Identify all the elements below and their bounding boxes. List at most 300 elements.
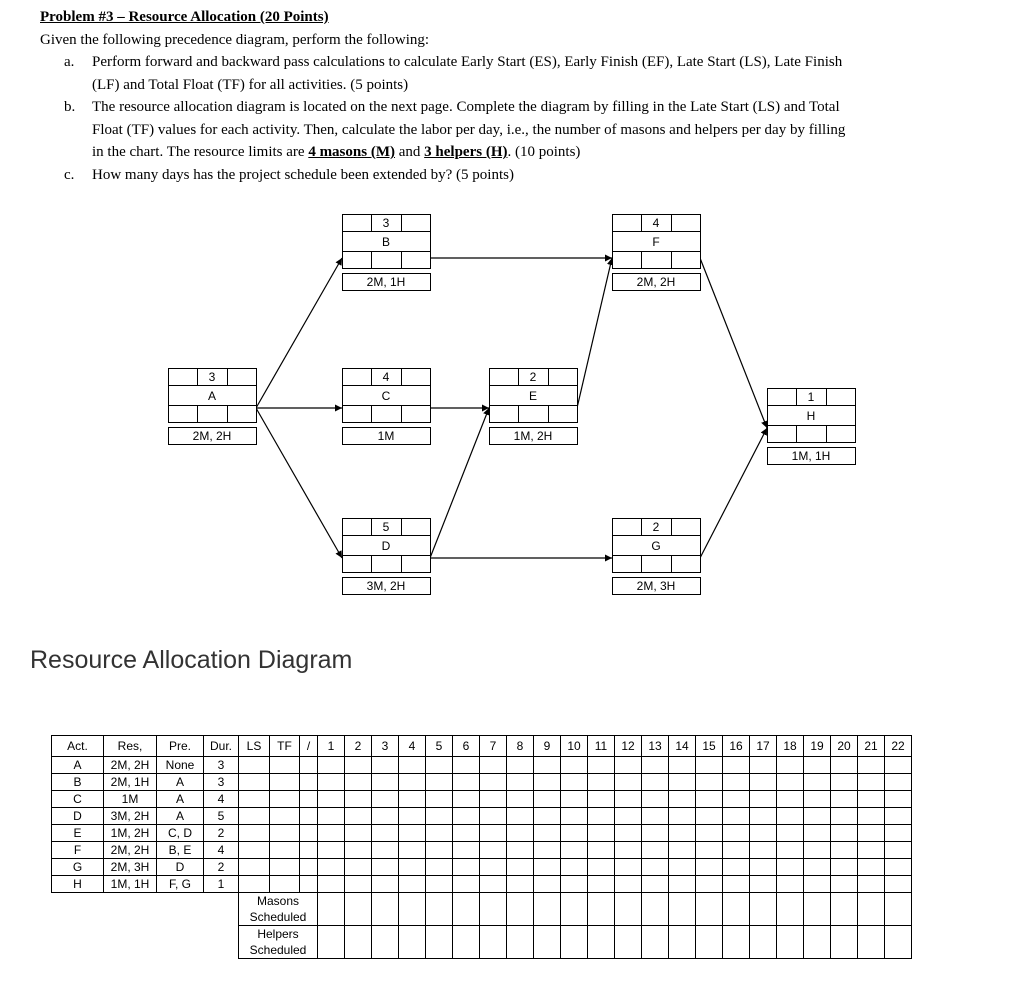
label-line: Masons [256, 894, 300, 908]
cell-slash [300, 876, 318, 893]
header-act: Act. [52, 736, 104, 757]
cell-day [345, 791, 372, 808]
activity-node-b [343, 215, 431, 291]
cell-day [642, 808, 669, 825]
cell-day [831, 791, 858, 808]
activity-node-c [343, 369, 431, 445]
cell-day [399, 791, 426, 808]
cell-masons-scheduled-day [696, 893, 723, 926]
cell-day [750, 774, 777, 791]
cell-act: B [52, 774, 104, 791]
cell-masons-scheduled-day [642, 893, 669, 926]
activity-resources: 2M, 1H [366, 275, 406, 289]
header-day: 8 [507, 736, 534, 757]
cell-res: 2M, 1H [104, 774, 157, 791]
cell-helpers-scheduled-day [669, 926, 696, 959]
cell-masons-scheduled-day [723, 893, 750, 926]
tf-cell [797, 426, 827, 443]
cell-day [777, 774, 804, 791]
cell-day [372, 757, 399, 774]
cell-pre: B, E [157, 842, 204, 859]
cell-masons-scheduled-day [318, 893, 345, 926]
activity-node-h [768, 389, 856, 465]
cell-tf [270, 774, 300, 791]
cell-masons-scheduled-day [345, 893, 372, 926]
cell-slash [300, 825, 318, 842]
cell-helpers-scheduled-day [858, 926, 885, 959]
activity-duration: 3 [208, 370, 216, 384]
item-label: c. [64, 166, 75, 183]
cell-day [399, 774, 426, 791]
header-day: 7 [480, 736, 507, 757]
cell-day [858, 859, 885, 876]
activity-node-d [343, 519, 431, 595]
ef-cell [402, 215, 431, 232]
helpers-scheduled-row [52, 926, 912, 959]
cell-day [831, 876, 858, 893]
cell-day [588, 859, 615, 876]
activity-id: C [381, 389, 391, 403]
cell-res: 1M, 2H [104, 825, 157, 842]
cell-act: E [52, 825, 104, 842]
cell-ls [239, 774, 270, 791]
activity-node-e [490, 369, 578, 445]
cell-day [318, 842, 345, 859]
cell-day [642, 876, 669, 893]
cell-day [480, 757, 507, 774]
helpers-scheduled-label [239, 926, 318, 959]
cell-day [453, 774, 480, 791]
cell-day [615, 842, 642, 859]
cell-day [777, 859, 804, 876]
arrow-d-e [430, 408, 489, 558]
label-line: Scheduled [249, 910, 307, 924]
cell-day [345, 757, 372, 774]
lf-cell [672, 252, 701, 269]
cell-day [480, 808, 507, 825]
tf-cell [372, 406, 402, 423]
rad-heading: Resource Allocation Diagram [30, 646, 353, 674]
activity-id: D [381, 539, 391, 553]
header-tf: TF [270, 736, 300, 757]
cell-day [858, 757, 885, 774]
lf-cell [827, 426, 856, 443]
cell-day [669, 808, 696, 825]
table-row [52, 859, 912, 876]
cell-day [777, 757, 804, 774]
activity-duration: 2 [529, 370, 537, 384]
cell-day [885, 757, 912, 774]
cell-day [696, 774, 723, 791]
arrow-a-d [256, 408, 342, 558]
cell-masons-scheduled-day [750, 893, 777, 926]
cell-day [669, 842, 696, 859]
cell-pre: D [157, 859, 204, 876]
cell-helpers-scheduled-day [696, 926, 723, 959]
cell-day [588, 842, 615, 859]
cell-ls [239, 859, 270, 876]
cell-pre: F, G [157, 876, 204, 893]
cell-day [615, 808, 642, 825]
cell-tf [270, 757, 300, 774]
cell-masons-scheduled-day [561, 893, 588, 926]
es-cell [343, 519, 372, 536]
cell-day [858, 774, 885, 791]
ls-cell [613, 556, 642, 573]
header-day: 18 [777, 736, 804, 757]
cell-day [426, 842, 453, 859]
ef-cell [549, 369, 578, 386]
cell-day [426, 859, 453, 876]
cell-masons-scheduled-day [399, 893, 426, 926]
cell-day [318, 859, 345, 876]
cell-helpers-scheduled-day [885, 926, 912, 959]
cell-day [642, 774, 669, 791]
activity-id: F [652, 235, 660, 249]
cell-helpers-scheduled-day [480, 926, 507, 959]
cell-day [885, 859, 912, 876]
table-row [52, 774, 912, 791]
cell-day [318, 757, 345, 774]
activity-duration: 5 [382, 520, 390, 534]
cell-res: 1M, 1H [104, 876, 157, 893]
es-cell [169, 369, 198, 386]
cell-masons-scheduled-day [615, 893, 642, 926]
cell-day [669, 757, 696, 774]
cell-day [345, 876, 372, 893]
header-day: 5 [426, 736, 453, 757]
cell-day [453, 791, 480, 808]
cell-day [453, 825, 480, 842]
header-day: 13 [642, 736, 669, 757]
cell-day [507, 791, 534, 808]
lf-cell [549, 406, 578, 423]
cell-day [588, 757, 615, 774]
header-day: 4 [399, 736, 426, 757]
cell-helpers-scheduled-day [561, 926, 588, 959]
activity-duration: 4 [652, 216, 660, 230]
cell-day [777, 842, 804, 859]
activity-resources: 1M [377, 429, 395, 443]
table-row [52, 842, 912, 859]
cell-dur: 2 [204, 825, 239, 842]
header-day: 11 [588, 736, 615, 757]
cell-day [399, 757, 426, 774]
cell-masons-scheduled-day [777, 893, 804, 926]
tf-cell [642, 556, 672, 573]
cell-day [642, 825, 669, 842]
cell-day [696, 842, 723, 859]
cell-helpers-scheduled-day [453, 926, 480, 959]
header-day: 14 [669, 736, 696, 757]
cell-day [723, 876, 750, 893]
cell-day [318, 876, 345, 893]
cell-helpers-scheduled-day [426, 926, 453, 959]
header-day: 15 [696, 736, 723, 757]
ef-cell [827, 389, 856, 406]
cell-day [480, 859, 507, 876]
header-day: 1 [318, 736, 345, 757]
cell-day [372, 876, 399, 893]
cell-day [399, 842, 426, 859]
cell-day [561, 808, 588, 825]
cell-helpers-scheduled-day [831, 926, 858, 959]
activity-resources: 2M, 2H [192, 429, 232, 443]
arrow-e-f [577, 258, 612, 408]
item-text: . (10 points) [507, 144, 581, 160]
cell-res: 2M, 2H [104, 842, 157, 859]
cell-day [399, 808, 426, 825]
cell-day [399, 876, 426, 893]
item-line: How many days has the project schedule been extended by? (5 points) [92, 166, 514, 183]
cell-day [804, 791, 831, 808]
cell-masons-scheduled-day [885, 893, 912, 926]
activity-id: G [651, 539, 661, 553]
cell-day [345, 842, 372, 859]
cell-day [615, 825, 642, 842]
mason-limit: 4 masons (M) [308, 144, 395, 160]
cell-day [831, 757, 858, 774]
activity-id: H [806, 409, 816, 423]
header-day: 21 [858, 736, 885, 757]
cell-day [534, 757, 561, 774]
header-day: 16 [723, 736, 750, 757]
cell-day [561, 859, 588, 876]
cell-helpers-scheduled-day [507, 926, 534, 959]
cell-pre: A [157, 791, 204, 808]
cell-tf [270, 825, 300, 842]
cell-day [885, 876, 912, 893]
label-line: Helpers [257, 927, 299, 941]
activity-node-a [169, 369, 257, 445]
cell-masons-scheduled-day [480, 893, 507, 926]
cell-slash [300, 791, 318, 808]
cell-day [669, 791, 696, 808]
cell-day [831, 859, 858, 876]
cell-day [372, 842, 399, 859]
masons-scheduled-row [52, 893, 912, 926]
cell-day [453, 842, 480, 859]
cell-day [723, 757, 750, 774]
cell-day [426, 791, 453, 808]
cell-tf [270, 791, 300, 808]
cell-day [372, 825, 399, 842]
cell-masons-scheduled-day [804, 893, 831, 926]
cell-day [345, 859, 372, 876]
cell-day [750, 859, 777, 876]
table-row [52, 825, 912, 842]
cell-res: 2M, 3H [104, 859, 157, 876]
cell-day [831, 808, 858, 825]
cell-day [669, 825, 696, 842]
cell-day [885, 808, 912, 825]
cell-day [804, 774, 831, 791]
cell-act: H [52, 876, 104, 893]
cell-day [318, 808, 345, 825]
cell-tf [270, 842, 300, 859]
cell-helpers-scheduled-day [723, 926, 750, 959]
cell-helpers-scheduled-day [318, 926, 345, 959]
cell-helpers-scheduled-day [372, 926, 399, 959]
es-cell [343, 215, 372, 232]
header-slash: / [300, 736, 318, 757]
cell-day [750, 825, 777, 842]
cell-day [426, 825, 453, 842]
cell-day [534, 842, 561, 859]
header-day: 12 [615, 736, 642, 757]
cell-day [669, 876, 696, 893]
header-day: 6 [453, 736, 480, 757]
cell-day [318, 825, 345, 842]
activity-id: A [207, 389, 217, 403]
masons-scheduled-label [239, 893, 318, 926]
activity-id: B [381, 235, 391, 249]
blank-area [52, 893, 239, 926]
table-row [52, 791, 912, 808]
es-cell [490, 369, 519, 386]
cell-day [480, 876, 507, 893]
ef-cell [228, 369, 257, 386]
cell-day [696, 825, 723, 842]
activity-resources: 3M, 2H [366, 579, 406, 593]
cell-masons-scheduled-day [534, 893, 561, 926]
cell-day [723, 859, 750, 876]
cell-day [426, 774, 453, 791]
problem-intro: Given the following precedence diagram, perform the following: [40, 31, 430, 48]
cell-day [318, 774, 345, 791]
cell-day [372, 859, 399, 876]
cell-pre: None [157, 757, 204, 774]
cell-day [642, 791, 669, 808]
table-row [52, 808, 912, 825]
lf-cell [402, 556, 431, 573]
cell-ls [239, 757, 270, 774]
tf-cell [198, 406, 228, 423]
item-label: b. [64, 99, 76, 115]
cell-day [669, 774, 696, 791]
cell-day [399, 825, 426, 842]
cell-day [480, 842, 507, 859]
cell-day [426, 808, 453, 825]
header-pre: Pre. [157, 736, 204, 757]
cell-day [831, 842, 858, 859]
arrow-g-h [700, 428, 767, 558]
cell-day [804, 859, 831, 876]
cell-day [507, 825, 534, 842]
cell-day [615, 757, 642, 774]
cell-day [750, 842, 777, 859]
cell-day [453, 876, 480, 893]
cell-day [534, 825, 561, 842]
cell-slash [300, 757, 318, 774]
cell-day [480, 791, 507, 808]
cell-day [858, 808, 885, 825]
cell-day [399, 859, 426, 876]
cell-day [615, 876, 642, 893]
cell-dur: 3 [204, 757, 239, 774]
arrow-f-h [700, 258, 767, 428]
cell-day [345, 808, 372, 825]
cell-dur: 1 [204, 876, 239, 893]
cell-day [372, 808, 399, 825]
item-line: Float (TF) values for each activity. Then, calculate the labor per day, i.e., the number of masons and helpers per day by filling [92, 121, 846, 138]
cell-dur: 4 [204, 842, 239, 859]
activity-duration: 3 [382, 216, 390, 230]
cell-act: C [52, 791, 104, 808]
cell-pre: C, D [157, 825, 204, 842]
cell-masons-scheduled-day [669, 893, 696, 926]
label-line: Scheduled [249, 943, 307, 957]
cell-ls [239, 876, 270, 893]
header-day: 2 [345, 736, 372, 757]
ef-cell [672, 215, 701, 232]
header-day: 3 [372, 736, 399, 757]
cell-day [615, 791, 642, 808]
cell-day [696, 876, 723, 893]
es-cell [768, 389, 797, 406]
cell-day [642, 859, 669, 876]
ls-cell [613, 252, 642, 269]
cell-day [642, 757, 669, 774]
cell-day [885, 842, 912, 859]
cell-res: 2M, 2H [104, 757, 157, 774]
es-cell [343, 369, 372, 386]
cell-slash [300, 859, 318, 876]
cell-day [777, 876, 804, 893]
cell-helpers-scheduled-day [750, 926, 777, 959]
cell-day [507, 876, 534, 893]
cell-masons-scheduled-day [453, 893, 480, 926]
cell-day [453, 859, 480, 876]
activity-resources: 1M, 1H [791, 449, 831, 463]
cell-ls [239, 825, 270, 842]
header-dur: Dur. [204, 736, 239, 757]
cell-day [723, 808, 750, 825]
cell-slash [300, 808, 318, 825]
cell-day [507, 842, 534, 859]
cell-day [696, 859, 723, 876]
cell-masons-scheduled-day [588, 893, 615, 926]
header-res: Res, [104, 736, 157, 757]
header-ls: LS [239, 736, 270, 757]
header-day: 22 [885, 736, 912, 757]
cell-day [588, 808, 615, 825]
cell-day [480, 774, 507, 791]
problem-title: Problem #3 – Resource Allocation (20 Points) [40, 9, 329, 25]
cell-ls [239, 791, 270, 808]
item-label: a. [64, 54, 75, 70]
cell-day [372, 774, 399, 791]
tf-cell [372, 252, 402, 269]
item-line: The resource allocation diagram is located on the next page. Complete the diagram by filling in the Late Start (LS) and Total [92, 99, 840, 115]
cell-day [426, 876, 453, 893]
cell-day [615, 859, 642, 876]
cell-helpers-scheduled-day [804, 926, 831, 959]
cell-day [669, 859, 696, 876]
cell-masons-scheduled-day [858, 893, 885, 926]
cell-day [804, 757, 831, 774]
cell-day [480, 825, 507, 842]
cell-day [588, 791, 615, 808]
cell-day [534, 876, 561, 893]
cell-day [507, 774, 534, 791]
header-day: 10 [561, 736, 588, 757]
cell-act: G [52, 859, 104, 876]
cell-ls [239, 808, 270, 825]
cell-day [804, 825, 831, 842]
cell-pre: A [157, 808, 204, 825]
cell-day [885, 825, 912, 842]
